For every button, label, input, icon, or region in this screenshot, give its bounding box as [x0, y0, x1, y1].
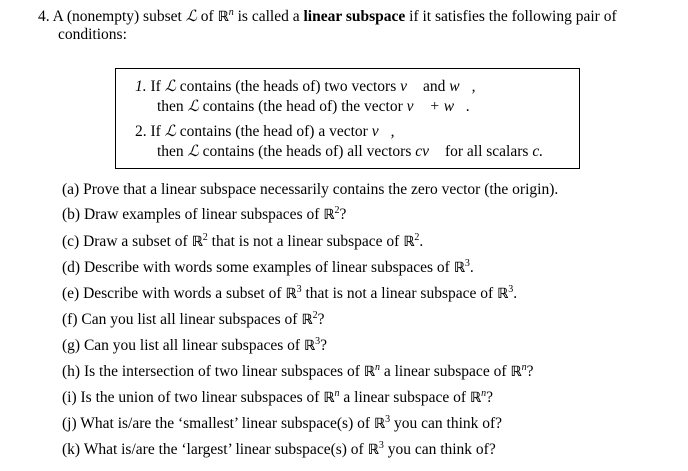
subpart-g: (g) Can you list all linear subspaces of ℝ$^3$? — [62, 336, 328, 354]
conditions-box — [115, 68, 580, 169]
condition-2-line-2: then ℒ contains (the heads of) all vectors cv⃗ for all scalars c. — [157, 142, 544, 160]
subpart-f: (f) Can you list all linear subspaces of ℝ$^2$? — [62, 310, 325, 328]
set-symbol: ℒ — [185, 7, 197, 25]
problem-intro-continued: conditions: — [58, 26, 127, 43]
subpart-a: (a) Prove that a linear subspace necessarily contains the zero vector (the origin). — [62, 181, 559, 198]
condition-1-line-1: 1. If ℒ contains (the heads of) two vectors v⃗ and w⃗, — [135, 77, 476, 95]
condition-2-line-1: 2. If ℒ contains (the head of) a vector v⃗, — [135, 122, 395, 140]
condition-1-line-2: then ℒ contains (the head of) the vector v⃗ + w⃗. — [157, 97, 471, 115]
space-symbol: ℝ — [217, 9, 229, 25]
subpart-c: (c) Draw a subset of ℝ$^2$ that is not a linear subspace of ℝ$^2$. — [62, 232, 424, 250]
problem-number: 4. — [38, 8, 50, 25]
term-linear-subspace: linear subspace — [303, 8, 406, 25]
problem-intro: 4. A (nonempty) subset ℒ of ℝ$^n$ is called a linear subspace if it satisfies the following pair of — [38, 7, 617, 25]
subpart-k: (k) What is/are the ‘largest’ linear subspace(s) of ℝ$^3$ you can think of? — [62, 440, 496, 458]
subpart-d: (d) Describe with words some examples of linear subspaces of ℝ$^3$. — [62, 258, 474, 276]
subpart-b: (b) Draw examples of linear subspaces of ℝ$^2$? — [62, 205, 347, 223]
subpart-h: (h) Is the intersection of two linear subspaces of ℝ$^n$ a linear subspace of ℝ$^n$? — [62, 362, 534, 380]
subpart-i: (i) Is the union of two linear subspaces of ℝ$^n$ a linear subspace of ℝ$^n$? — [62, 388, 494, 406]
subpart-e: (e) Describe with words a subset of ℝ$^3$ that is not a linear subspace of ℝ$^3$. — [62, 284, 518, 302]
subpart-j: (j) What is/are the ‘smallest’ linear subspace(s) of ℝ$^3$ you can think of? — [62, 414, 503, 432]
